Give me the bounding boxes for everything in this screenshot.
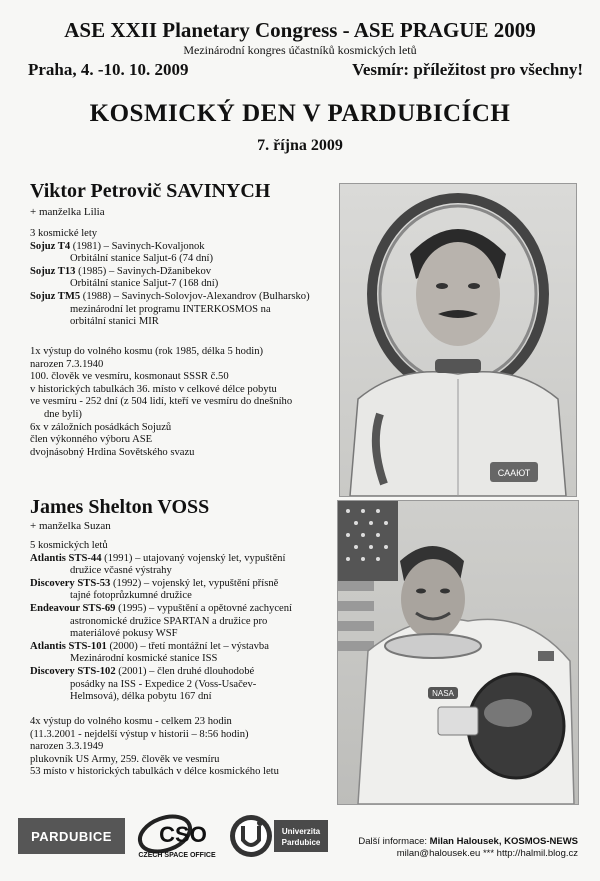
person2-photo [337,500,579,805]
flight-detail: Orbitální stanice Saljut-6 (74 dní) [70,253,213,265]
person1-flights-count: 3 kosmické lety [30,228,98,239]
flight-item: Endeavour STS-69 (1995) – vypuštění a opětovné zachycení [30,602,292,614]
flight-item: Sojuz T13 (1985) – Savinych-Džanibekov [30,265,212,277]
person1-name: Viktor Petrovič SAVINYCH [30,180,271,202]
flight-item: Sojuz TM5 (1988) – Savinych-Solovjov-Alexandrov (Bulharsko) [30,290,310,302]
person1-flights [30,228,310,329]
flag [338,501,398,651]
flight-detail: Orbitální stanice Saljut-7 (168 dní) [70,278,219,290]
university-logo-line2: Pardubice [281,838,321,847]
flight-detail: družice včasné výstrahy [70,565,172,577]
flight-item: Atlantis STS-44 (1991) – utajovaný vojenský let, vypuštění [30,552,286,564]
flight-detail: astronomické družice SPARTAN a družice pro [70,615,268,627]
fact-line: ve vesmíru - 252 dní (z 504 lidí, kteří ve vesmíru do dnešního [30,396,293,408]
flight-detail: tajné fotoprůzkumné družice [70,590,192,602]
fact-line: plukovník US Army, 259. člověk ve vesmíru [30,753,220,765]
congress-subtitle: Mezinárodní kongres účastníků kosmických letů [183,43,417,57]
person2-flights [30,540,292,704]
fact-line: (11.3.2001 - nejdelší výstup v historii – 8:56 hodin) [30,728,249,740]
place-date: Praha, 4. -10. 10. 2009 [28,60,189,79]
flight-detail: orbitální stanici MIR [70,316,159,328]
person1-facts [30,346,292,459]
university-logo [229,812,329,860]
flight-detail: materiálové pokusy WSF [70,628,178,640]
flight-item: Discovery STS-102 (2001) – člen druhé dlouhodobé [30,665,255,677]
fact-line: 6x v záložních posádkách Sojuzů [30,421,172,433]
flight-item: Discovery STS-53 (1992) – vojenský let, vypuštění přísně [30,577,279,589]
person2-facts [30,716,279,779]
fact-line: dvojnásobný Hrdina Sovětského svazu [30,446,195,458]
flight-detail: mezinárodní let programu INTERKOSMOS na [70,303,271,315]
flight-detail: Helmsová), délka pobytu 167 dní [70,691,212,703]
slogan: Vesmír: příležitost pro všechny! [352,60,583,79]
contact-info [358,836,578,860]
person2-flights-count: 5 kosmických letů [30,540,108,551]
cso-logo-subtext: CZECH SPACE OFFICE [138,852,216,859]
pardubice-logo: PARDUBICE [18,818,125,854]
person2-name: James Shelton VOSS [30,496,210,518]
university-logo-line1: Univerzita [281,827,321,836]
contact-email-web: milan@halousek.eu *** http://halmil.blog.cz [396,848,578,859]
place-date-row [28,60,583,80]
contact-label: Další informace: [358,836,428,847]
fact-line: 53 místo v historických tabulkách v délce kosmického letu [30,766,279,778]
person1-photo [339,183,577,497]
person1-spouse: + manželka Lilia [30,206,105,218]
fact-line: 4x výstup do volného kosmu - celkem 23 hodin [30,716,232,727]
cso-logo-text: CSO [159,822,207,847]
flight-item: Sojuz T4 (1981) – Savinych-Kovaljonok [30,240,205,252]
cso-logo [135,812,220,860]
flight-item: Atlantis STS-101 (2000) – třetí montážní let – výstavba [30,640,269,652]
event-title: KOSMICKÝ DEN V PARDUBICÍCH [89,100,511,127]
event-date: 7. října 2009 [257,137,343,154]
fact-line: narozen 7.3.1940 [30,358,104,370]
fact-line: 1x výstup do volného kosmu (rok 1985, délka 5 hodin) [30,346,264,357]
flight-detail: posádky na ISS - Expedice 2 (Voss-Usačev- [70,678,257,690]
suit-patch-text: СААЮТ [497,468,531,478]
flight-detail: Mezinárodní kosmické stanice ISS [70,653,218,665]
fact-line: v historických tabulkách 36. místo v celkové délce pobytu [30,383,277,395]
nasa-patch-text: NASA [432,689,454,698]
fact-line: 100. člověk ve vesmíru, kosmonaut SSSR č.50 [30,371,229,383]
fact-line: člen výkonného výboru ASE [30,434,153,446]
fact-line: dne byli) [44,408,82,420]
contact-name: Milan Halousek, KOSMOS-NEWS [429,836,578,847]
fact-line: narozen 3.3.1949 [30,741,104,753]
congress-title: ASE XXII Planetary Congress - ASE PRAGUE 2009 [64,18,536,42]
person2-spouse: + manželka Suzan [30,520,111,532]
